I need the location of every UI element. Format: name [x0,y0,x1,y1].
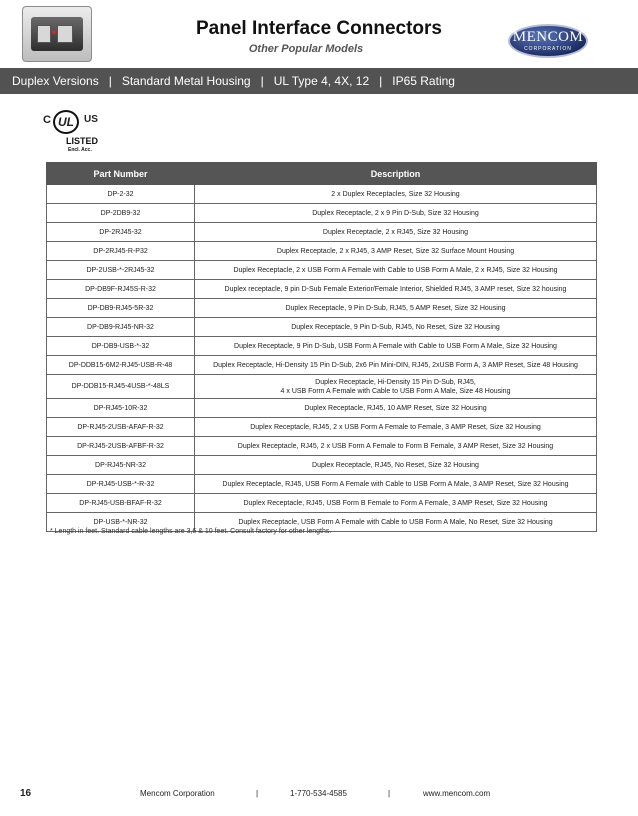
description-cell: 2 x Duplex Receptacles, Size 32 Housing [195,185,597,204]
description-cell: Duplex Receptacle, RJ45, 10 AMP Reset, Size 32 Housing [195,399,597,418]
banner-item-ul-type: UL Type 4, 4X, 12 [273,74,370,88]
part-number-cell: DP-DB9F-RJ45S-R-32 [47,280,195,299]
description-cell: Duplex Receptacle, RJ45, No Reset, Size 32 Housing [195,456,597,475]
page-header [0,0,638,68]
table-row [47,185,597,204]
footer-separator: | [388,789,391,798]
part-number-cell: DP-DDB15-6M2-RJ45-USB-R-48 [47,356,195,375]
models-table-container [46,162,596,532]
description-cell: Duplex Receptacle, 2 x RJ45, Size 32 Housing [195,223,597,242]
table-row [47,494,597,513]
description-cell: Duplex Receptacle, 9 Pin D-Sub, USB Form A Female with Cable to USB Form A Male, Size 32 Housing [195,337,597,356]
description-line-1: Duplex Receptacle, Hi-Density 15 Pin D-Sub, RJ45, [315,378,476,386]
description-cell: Duplex Receptacle, 9 Pin D-Sub, RJ45, No Reset, Size 32 Housing [195,318,597,337]
banner-separator: | [108,74,112,88]
table-row [47,223,597,242]
page-number: 16 [20,788,32,799]
table-row [47,299,597,318]
models-table [46,162,597,532]
cable-length-footnote: * Length in feet. Standard cable lengths are 3,6 & 10 feet. Consult factory for other lengths. [50,528,332,535]
description-header: Description [195,163,597,185]
part-number-cell: DP-DB9-RJ45-NR-32 [47,318,195,337]
description-cell [195,375,597,399]
part-number-cell: DP-2RJ45-R-P32 [47,242,195,261]
part-number-cell: DP-DB9-USB-*-32 [47,337,195,356]
description-cell: Duplex Receptacle, Hi-Density 15 Pin D-Sub, 2x6 Pin Mini-DIN, RJ45, 2xUSB Form A, 3 AMP Reset, Size 48 Housing [195,356,597,375]
mencom-logo [508,24,588,58]
part-number-header: Part Number [47,163,195,185]
logo-subtext: CORPORATION [524,46,572,52]
part-number-cell: DP-RJ45-2USB-AFBF-R-32 [47,437,195,456]
description-cell: Duplex Receptacle, RJ45, USB Form B Female to Form A Female, 3 AMP Reset, Size 32 Housing [195,494,597,513]
part-number-cell: DP-RJ45-NR-32 [47,456,195,475]
table-row [47,204,597,223]
part-number-cell: DP-RJ45-10R-32 [47,399,195,418]
table-row [47,475,597,494]
table-row [47,418,597,437]
ul-encl-label: Encl. Acc. [68,147,92,153]
description-cell: Duplex receptacle, 9 pin D-Sub Female Exterior/Female Interior, Shielded RJ45, 3 AMP reset, Size 32 housing [195,280,597,299]
part-number-cell: DP-2DB9-32 [47,204,195,223]
page-footer [0,788,638,802]
footer-company: Mencom Corporation [140,789,215,798]
table-row [47,399,597,418]
table-row [47,456,597,475]
part-number-cell: DP-RJ45-USB-BFAF-R-32 [47,494,195,513]
ul-c-label: C [43,114,51,126]
description-line-2: 4 x USB Form A Female with Cable to USB Form A Male, Size 48 Housing [280,387,511,395]
table-row [47,375,597,399]
banner-item-housing: Standard Metal Housing [121,74,251,88]
part-number-cell: DP-RJ45-USB-*-R-32 [47,475,195,494]
part-number-cell: DP-DDB15-RJ45-4USB-*-48LS [47,375,195,399]
table-row [47,242,597,261]
table-row [47,318,597,337]
footer-separator: | [256,789,259,798]
ul-listed-label: LISTED [66,136,99,146]
table-row [47,337,597,356]
table-header-row [47,163,597,185]
part-number-cell: DP-2USB-*-2RJ45-32 [47,261,195,280]
table-row [47,356,597,375]
banner-separator: | [260,74,264,88]
table-row [47,437,597,456]
footer-website: www.mencom.com [423,789,491,798]
banner-item-ip-rating: IP65 Rating [392,74,455,88]
page-title: Panel Interface Connectors [195,18,443,39]
footer-phone: 1-770-534-4585 [290,789,347,798]
table-row [47,280,597,299]
banner-separator: | [379,74,383,88]
part-number-cell: DP-USB-*-NR-32 [47,513,195,532]
logo-text: MENCOM [512,29,584,45]
description-cell: Duplex Receptacle, RJ45, 2 x USB Form A Female to Form B Female, 3 AMP Reset, Size 32 Housing [195,437,597,456]
part-number-cell: DP-DB9-RJ45-5R-32 [47,299,195,318]
ul-circle-icon: UL [53,110,79,134]
part-number-cell: DP-RJ45-2USB-AFAF-R-32 [47,418,195,437]
page-subtitle: Other Popular Models [248,43,364,55]
banner-item-duplex: Duplex Versions [12,74,99,88]
table-row [47,261,597,280]
description-cell: Duplex Receptacle, RJ45, USB Form A Female with Cable to USB Form A Male, 3 AMP Reset, Size 32 Housing [195,475,597,494]
description-cell: Duplex Receptacle, USB Form A Female with Cable to USB Form A Male, No Reset, Size 32 Housing [195,513,597,532]
ul-us-label: US [84,114,98,125]
part-number-cell: DP-2-32 [47,185,195,204]
features-banner [0,68,638,94]
description-cell: Duplex Receptacle, 9 Pin D-Sub, RJ45, 5 AMP Reset, Size 32 Housing [195,299,597,318]
description-cell: Duplex Receptacle, RJ45, 2 x USB Form A Female to Female, 3 AMP Reset, Size 32 Housing [195,418,597,437]
ul-listed-mark [40,110,100,156]
description-cell: Duplex Receptacle, 2 x 9 Pin D-Sub, Size 32 Housing [195,204,597,223]
part-number-cell: DP-2RJ45-32 [47,223,195,242]
description-cell: Duplex Receptacle, 2 x USB Form A Female with Cable to USB Form A Male, 2 x RJ45, Size 32 Housing [195,261,597,280]
description-cell: Duplex Receptacle, 2 x RJ45, 3 AMP Reset, Size 32 Surface Mount Housing [195,242,597,261]
